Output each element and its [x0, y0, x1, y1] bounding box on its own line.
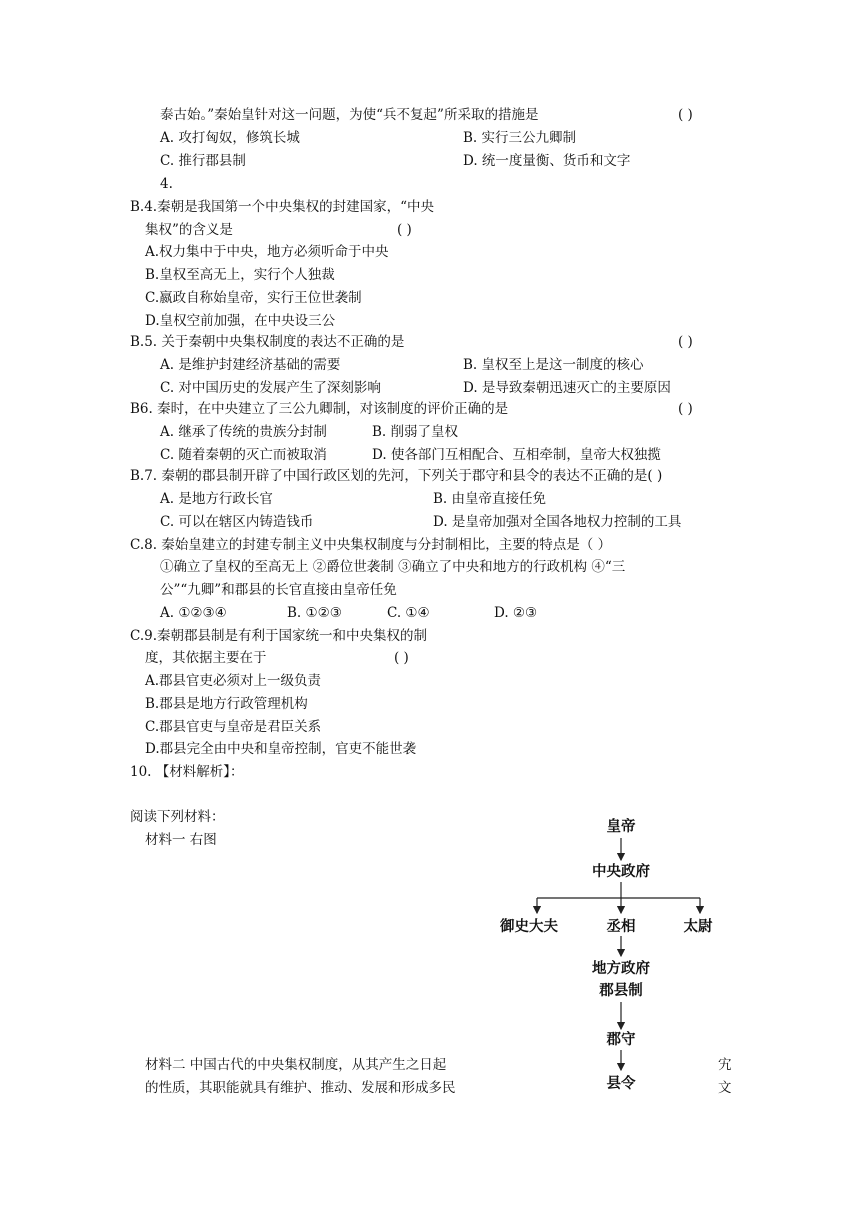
- q7-option-d: D. 是皇帝加强对全国各地权力控制的工具: [433, 514, 682, 530]
- q4-option-c: C.嬴政自称始皇帝，实行王位世袭制: [145, 290, 362, 306]
- q4-option-b: B.皇权至高无上，实行个人独裁: [145, 267, 335, 283]
- q4-stem-line2: 集权”的含义是: [145, 222, 233, 238]
- q5-answer-paren: ( ): [678, 334, 693, 350]
- q5-option-b: B. 皇权至上是这一制度的核心: [463, 357, 644, 373]
- q9-option-c: C.郡县官吏与皇帝是君臣关系: [145, 719, 322, 735]
- q3-answer-paren: ( ): [678, 107, 693, 123]
- q3-option-b: B. 实行三公九卿制: [463, 130, 577, 146]
- q7-stem: B.7. 秦朝的郡县制开辟了中国行政区划的先河，下列关于郡守和县令的表达不正确的是( ): [130, 468, 663, 484]
- q5-option-a: A. 是维护封建经济基础的需要: [160, 357, 341, 373]
- q10-heading: 10. 【材料解析】：: [130, 764, 244, 780]
- q7-option-c: C. 可以在辖区内铸造钱币: [160, 514, 314, 530]
- q10-clipped-text-1: 宄: [718, 1057, 732, 1073]
- q6-option-a: A. 继承了传统的贵族分封制: [160, 424, 327, 440]
- diagram-emperor: 皇帝: [606, 819, 636, 835]
- q6-stem: B6. 秦时，在中央建立了三公九卿制，对该制度的评价正确的是: [130, 401, 509, 417]
- q10-material2-line1: 材料二 中国古代的中央集权制度，从其产生之日起: [145, 1057, 447, 1073]
- diagram-connectors: [480, 808, 740, 1108]
- q10-material2-line2: 的性质，其职能就具有维护、推动、发展和形成多民: [145, 1080, 456, 1096]
- q8-stem: C.8. 秦始皇建立的封建专制主义中央集权制度与分封制相比，主要的特点是（ ）: [130, 537, 612, 553]
- q3-trailing-number: 4.: [160, 176, 173, 192]
- q9-stem-line2: 度，其依据主要在于: [145, 650, 267, 666]
- q10-intro: 阅读下列材料：: [130, 809, 225, 825]
- q10-material1: 材料一 右图: [145, 832, 217, 848]
- diagram-central-government: 中央政府: [592, 864, 650, 880]
- q7-option-a: A. 是地方行政长官: [160, 491, 273, 507]
- q9-stem-line1: C.9.秦朝郡县制是有利于国家统一和中央集权的制: [130, 628, 428, 644]
- q4-option-a: A.权力集中于中央，地方必须听命于中央: [145, 244, 389, 260]
- q6-option-b: B. 削弱了皇权: [372, 424, 459, 440]
- q5-option-d: D. 是导致秦朝迅速灭亡的主要原因: [463, 380, 671, 396]
- q4-option-d: D.皇权空前加强，在中央设三公: [145, 313, 336, 329]
- q6-option-d: D. 使各部门互相配合、互相牵制，皇帝大权独揽: [372, 447, 661, 463]
- q6-option-c: C. 随着秦朝的灭亡而被取消: [160, 447, 327, 463]
- q4-answer-paren: ( ): [397, 222, 412, 238]
- diagram-yushi-dafu: 御史大夫: [500, 919, 558, 935]
- q3-option-d: D. 统一度量衡、货币和文字: [463, 153, 631, 169]
- q9-option-d: D.郡县完全由中央和皇帝控制，官吏不能世袭: [145, 741, 417, 757]
- qin-government-diagram: [480, 808, 740, 1108]
- q8-statements-line2: 公”“九卿”和郡县的长官直接由皇帝任免: [160, 582, 397, 598]
- diagram-junxian-system: 郡县制: [599, 983, 643, 999]
- q3-stem: 泰古始。”秦始皇针对这一问题，为使“兵不复起”所采取的措施是: [160, 107, 539, 123]
- q9-option-a: A.郡县官吏必须对上一级负责: [145, 673, 322, 689]
- q8-option-d: D. ②③: [494, 605, 538, 621]
- q8-option-b: B. ①②③: [287, 605, 342, 621]
- q5-stem: B.5. 关于秦朝中央集权制度的表达不正确的是: [130, 334, 405, 350]
- q8-option-a: A. ①②③④: [160, 605, 227, 621]
- q9-answer-paren: ( ): [394, 650, 409, 666]
- q3-option-c: C. 推行郡县制: [160, 153, 246, 169]
- q5-option-c: C. 对中国历史的发展产生了深刻影响: [160, 380, 381, 396]
- q6-answer-paren: ( ): [678, 401, 693, 417]
- diagram-local-government: 地方政府: [592, 961, 650, 977]
- q8-statements-line1: ①确立了皇权的至高无上 ②爵位世袭制 ③确立了中央和地方的行政机构 ④“三: [160, 559, 626, 575]
- diagram-xianling: 县令: [606, 1076, 636, 1092]
- diagram-junshou: 郡守: [606, 1032, 636, 1048]
- diagram-chengxiang: 丞相: [606, 919, 636, 935]
- diagram-taiwei: 太尉: [683, 919, 713, 935]
- q4-stem-line1: B.4.秦朝是我国第一个中央集权的封建国家，“中央: [130, 199, 434, 215]
- q3-option-a: A. 攻打匈奴，修筑长城: [160, 130, 300, 146]
- q8-option-c: C. ①④: [387, 605, 430, 621]
- q9-option-b: B.郡县是地方行政管理机构: [145, 696, 308, 712]
- q7-option-b: B. 由皇帝直接任免: [433, 491, 547, 507]
- q10-clipped-text-2: 文: [718, 1080, 732, 1096]
